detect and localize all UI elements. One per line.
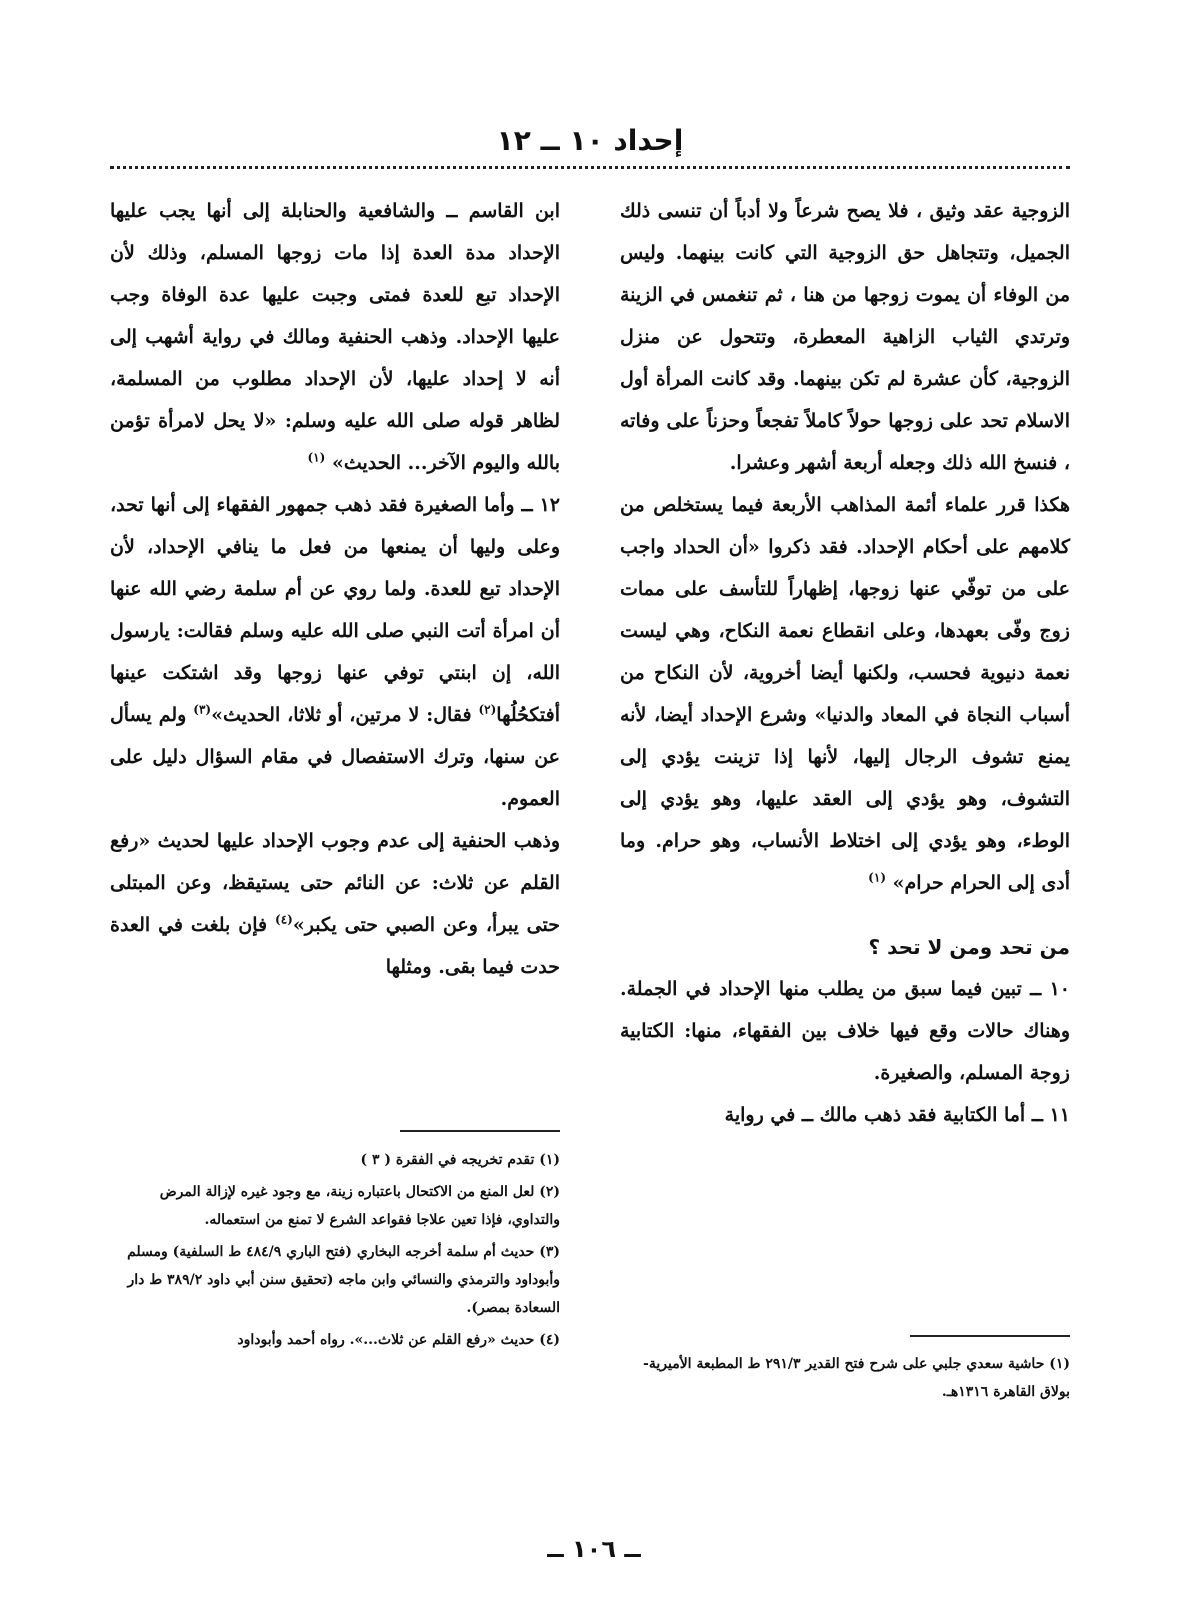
paragraph-scholars	[620, 484, 1070, 904]
section-heading: من تحد ومن لا تحد ؟	[868, 935, 1070, 959]
paragraph-hanafi-text-a: وذهب الحنفية إلى عدم وجوب الإحداد عليها لحديث «رفع القلم عن ثلاث: عن النائم حتى يستيقظ، وعن المبتلى حتى يبرأ، وعن الصبي حتى يكبر»	[110, 830, 560, 936]
paragraph-11: ١١ ــ أما الكتابية فقد ذهب مالك ــ في رواية	[724, 1104, 1070, 1126]
right-footnotes	[620, 1350, 1070, 1410]
footnote: (١) حاشية سعدي جلبي على شرح فتح القدير ٢٩١/٣ ط المطبعة الأميرية- بولاق القاهرة ١٣١٦هـ.	[643, 1356, 1070, 1400]
paragraph-12	[110, 484, 560, 820]
footnote: (٣) حديث أم سلمة أخرجه البخاري (فتح الباري ٤٨٤/٩ ط السلفية) ومسلم وأبوداود والترمذي والنسائي وابن ماجه (تحقيق سنن أبي داود ٣٨٩/٢ ط دار السعادة بمصر).	[127, 1244, 560, 1316]
footnote-separator	[910, 1335, 1070, 1337]
footnote: (٤) حديث «رفع القلم عن ثلاث...». رواه أحمد وأبوداود	[237, 1332, 560, 1348]
footnote-ref-3: (٣)	[193, 702, 212, 717]
paragraph-12-text-a: ١٢ ــ وأما الصغيرة فقد ذهب جمهور الفقهاء إلى أنها تحد، وعلى وليها أن يمنعها من فعل ما ينافي الإحداد، لأن الإحداد تبع للعدة. ولما روي عن أم سلمة رضي الله عنها أن امرأة أتت النبي صلى الله عليه وسلم فقالت: يارسول الله، إن ابنتي توفي عنها زوجها وقد اشتكت عينها أفتكحُلُها	[110, 494, 560, 726]
left-footnotes	[110, 1146, 560, 1358]
paragraph-12-text-b: فقال: لا مرتين، أو ثلاثا، الحديث»	[211, 704, 472, 726]
paragraph-continuation-text: ابن القاسم ــ والشافعية والحنابلة إلى أنها يجب عليها الإحداد مدة العدة إذا مات زوجها المسلم، وذلك لأن الإحداد تبع للعدة فمتى وجبت عليها عدة الوفاة وجب عليها الإحداد. وذهب الحنفية ومالك في رواية أشهب إلى أنه لا إحداد عليها، لأن الإحداد مطلوب من المسلمة، لظاهر قوله صلى الله عليه وسلم: «لا يحل لامرأة تؤمن بالله واليوم الآخر... الحديث»	[110, 200, 560, 474]
left-column	[110, 190, 560, 988]
paragraph-hanafi	[110, 820, 560, 988]
paragraph-10: ١٠ ــ تبين فيما سبق من يطلب منها الإحداد في الجملة. وهناك حالات وقع فيها خلاف بين الفقهاء، منها: الكتابية زوجة المسلم، والصغيرة.	[620, 978, 1070, 1084]
right-column	[620, 190, 1070, 1136]
footnote: (١) تقدم تخريجه في الفقرة ( ٣ )	[360, 1152, 560, 1168]
paragraph-hanafi-text-b: فإن بلغت في العدة حدت فيما بقى. ومثلها	[110, 914, 560, 978]
paragraph-marriage: الزوجية عقد وثيق ، فلا يصح شرعاً ولا أدباً أن تنسى ذلك الجميل، وتتجاهل حق الزوجية التي كانت بينهما. وليس من الوفاء أن يموت زوجها من هنا ، ثم تنغمس في الزينة وترتدي الثياب الزاهية المعطرة، وتتحول عن منزل الزوجية، كأن عشرة لم تكن بينهما. وقد كانت المرأة أول الاسلام تحد على زوجها حولاً كاملاً تفجعاً وحزناً على وفاته ، فنسخ الله ذلك وجعله أربعة أشهر وعشرا.	[620, 200, 1070, 474]
spacer	[620, 904, 1070, 926]
header-dotted-rule	[110, 166, 1070, 169]
footnote-ref-4: (٤)	[275, 912, 293, 927]
footnote-ref-1: (١)	[307, 450, 326, 465]
paragraph-scholars-text: هكذا قرر علماء أئمة المذاهب الأربعة فيما يستخلص من كلامهم على أحكام الإحداد. فقد ذكروا «أن الحداد واجب على من توفّي عنها زوجها، إظهاراً للتأسف على ممات زوج وفّى بعهدها، وعلى انقطاع نعمة النكاح، وهي ليست نعمة دنيوية فحسب، ولكنها أيضا أخروية، لأن النكاح من أسباب النجاة في المعاد والدنيا» وشرع الإحداد أيضا، لأنه يمنع تشوف الرجال إليها، لأنها إذا تزينت يؤدي إلى التشوف، وهو يؤدي إلى العقد عليها، وهو يؤدي إلى الوطء، وهو يؤدي إلى اختلاط الأنساب، وهو حرام. وما أدى إلى الحرام حرام»	[620, 494, 1070, 894]
running-header: إحداد ١٠ ــ ١٢	[496, 124, 684, 157]
paragraph-12-text-c: ولم يسأل عن سنها، وترك الاستفصال في مقام السؤال دليل على العموم.	[110, 704, 560, 810]
footnote-separator	[400, 1130, 560, 1132]
footnote-ref-2: (٢)	[478, 702, 497, 717]
page-number: ــ ١٠٦ ــ	[547, 1535, 641, 1563]
paragraph-continuation	[110, 190, 560, 484]
footnote-ref-1: (١)	[868, 870, 886, 885]
footnote: (٢) لعل المنع من الاكتحال باعتباره زينة، مع وجود غيره لإزالة المرض والتداوي، فإذا تعين علاجا فقواعد الشرع لا تمنع من استعماله.	[159, 1184, 560, 1228]
